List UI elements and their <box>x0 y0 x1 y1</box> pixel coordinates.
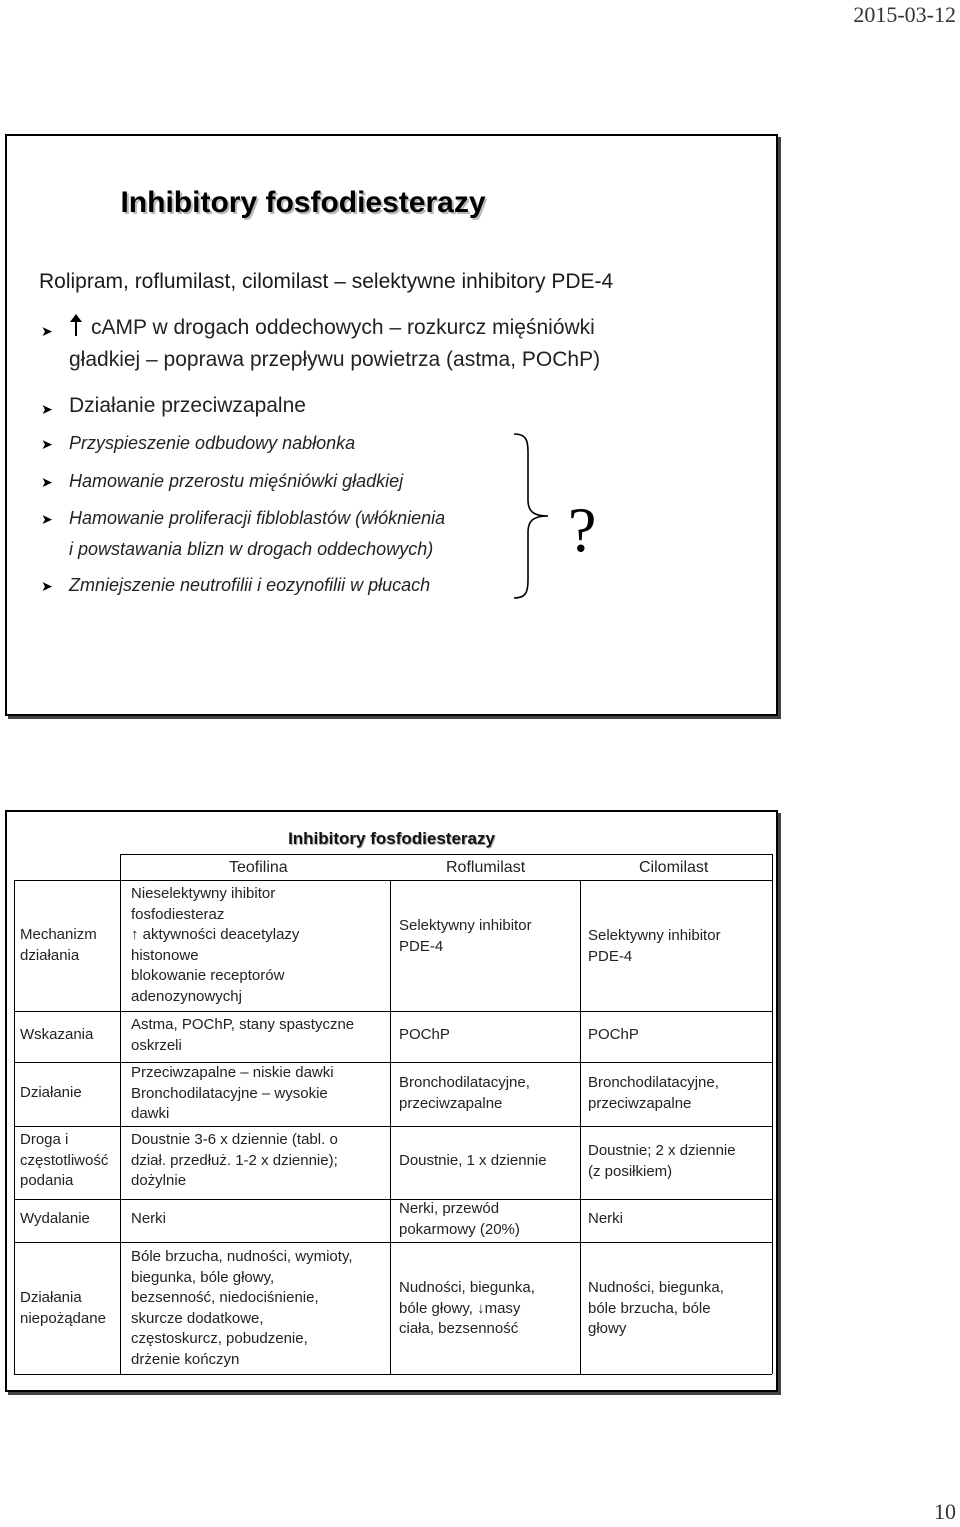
cell-roflumilast-route: Doustnie, 1 x dziennie <box>399 1152 547 1169</box>
table-border-right <box>772 854 773 1374</box>
arrowhead-bullet-icon: ➤ <box>41 323 53 339</box>
table-border-top <box>120 854 772 855</box>
cell-cilomilast-mechanism: Selektywny inhibitor PDE-4 <box>588 927 721 965</box>
cell-roflumilast-mechanism: Selektywny inhibitor PDE-4 <box>399 917 532 955</box>
row-separator <box>14 1242 772 1243</box>
arrowhead-bullet-icon: ➤ <box>41 474 53 490</box>
table-border-bottom <box>14 1374 772 1375</box>
right-curly-brace-icon <box>512 432 552 600</box>
row-label-excretion: Wydalanie <box>20 1210 90 1227</box>
slide-1-title: Inhibitory fosfodiesterazy <box>120 186 486 219</box>
cell-cilomilast-excretion: Nerki <box>588 1210 624 1227</box>
cell-cilomilast-action: Bronchodilatacyjne, przeciwzapalne <box>588 1074 719 1112</box>
slide-1-intro: Rolipram, roflumilast, cilomilast – selektywne inhibitory PDE-4 <box>39 270 614 293</box>
cell-teofilina-route: Doustnie 3-6 x dziennie (tabl. o dział. przedłuż. 1-2 x dziennie); dożylnie <box>131 1131 338 1189</box>
arrowhead-bullet-icon: ➤ <box>41 436 53 452</box>
cell-roflumilast-indications: POChP <box>399 1026 450 1043</box>
row-label-adverse: Działania niepożądane <box>20 1289 106 1327</box>
row-separator <box>14 1011 772 1012</box>
bullet-neutrophils: Zmniejszenie neutrofilii i eozynofilii w płucach <box>69 575 431 595</box>
bullet-epithelium: Przyspieszenie odbudowy nabłonka <box>69 433 356 453</box>
bullet-fibroblasts-line-1: Hamowanie proliferacji fibloblastów (włóknienia <box>69 508 446 528</box>
row-label-action: Działanie <box>20 1084 82 1101</box>
row-label-indications: Wskazania <box>20 1026 94 1043</box>
col-header-cilomilast: Cilomilast <box>639 859 709 876</box>
cell-cilomilast-route: Doustnie; 2 x dziennie (z posiłkiem) <box>588 1142 736 1180</box>
question-mark: ? <box>568 494 597 565</box>
arrowhead-bullet-icon: ➤ <box>41 511 53 527</box>
page-date: 2015-03-12 <box>853 2 956 27</box>
bullet-camp-line-1: cAMP w drogach oddechowych – rozkurcz mięśniówki <box>69 314 595 340</box>
slide-1 <box>5 134 778 716</box>
table-border-left <box>14 880 15 1374</box>
up-arrow-icon <box>69 314 83 336</box>
cell-roflumilast-excretion: Nerki, przewód pokarmowy (20%) <box>399 1200 520 1238</box>
row-label-mechanism: Mechanizm działania <box>20 926 97 964</box>
bullet-smooth-muscle: Hamowanie przerostu mięśniówki gładkiej <box>69 471 404 491</box>
cell-teofilina-action: Przeciwzapalne – niskie dawki Bronchodilatacyjne – wysokie dawki <box>131 1064 334 1122</box>
page-number: 10 <box>934 1499 956 1524</box>
bullet-fibroblasts-line-2: i powstawania blizn w drogach oddechowych) <box>69 539 434 559</box>
cell-teofilina-mechanism: Nieselektywny ihibitor fosfodiesteraz ↑ aktywności deacetylazy histonowe blokowanie receptorów adenozynowychj <box>131 885 300 1005</box>
row-separator <box>14 1199 772 1200</box>
cell-roflumilast-adverse: Nudności, biegunka, bóle głowy, ↓masy ciała, bezsenność <box>399 1279 535 1337</box>
row-label-route: Droga i częstotliwość podania <box>20 1131 109 1189</box>
col-header-roflumilast: Roflumilast <box>446 859 526 876</box>
cell-teofilina-indications: Astma, POChP, stany spastyczne oskrzeli <box>131 1016 355 1054</box>
row-separator <box>14 1126 772 1127</box>
row-separator <box>14 1062 772 1063</box>
cell-teofilina-adverse: Bóle brzucha, nudności, wymioty, biegunka, bóle głowy, bezsenność, niedociśnienie, skurcze dodatkowe, częstoskurcz, pobudzenie, drżenie kończyn <box>131 1248 353 1368</box>
cell-cilomilast-adverse: Nudności, biegunka, bóle brzucha, bóle głowy <box>588 1279 724 1337</box>
column-separator <box>390 880 391 1374</box>
column-separator <box>580 880 581 1374</box>
bullet-antiinflammatory: Działanie przeciwzapalne <box>69 394 306 417</box>
arrowhead-bullet-icon: ➤ <box>41 578 53 594</box>
cell-cilomilast-indications: POChP <box>588 1026 639 1043</box>
slide-2 <box>5 810 778 1392</box>
col-header-teofilina: Teofilina <box>229 859 288 876</box>
table-title: Inhibitory fosfodiesterazy <box>288 829 495 848</box>
header-separator <box>14 880 772 881</box>
cell-teofilina-excretion: Nerki <box>131 1210 167 1227</box>
column-separator <box>120 854 121 1374</box>
bullet-camp-line-2: gładkiej – poprawa przepływu powietrza (astma, POChP) <box>69 348 601 371</box>
arrowhead-bullet-icon: ➤ <box>41 401 53 417</box>
cell-roflumilast-action: Bronchodilatacyjne, przeciwzapalne <box>399 1074 530 1112</box>
